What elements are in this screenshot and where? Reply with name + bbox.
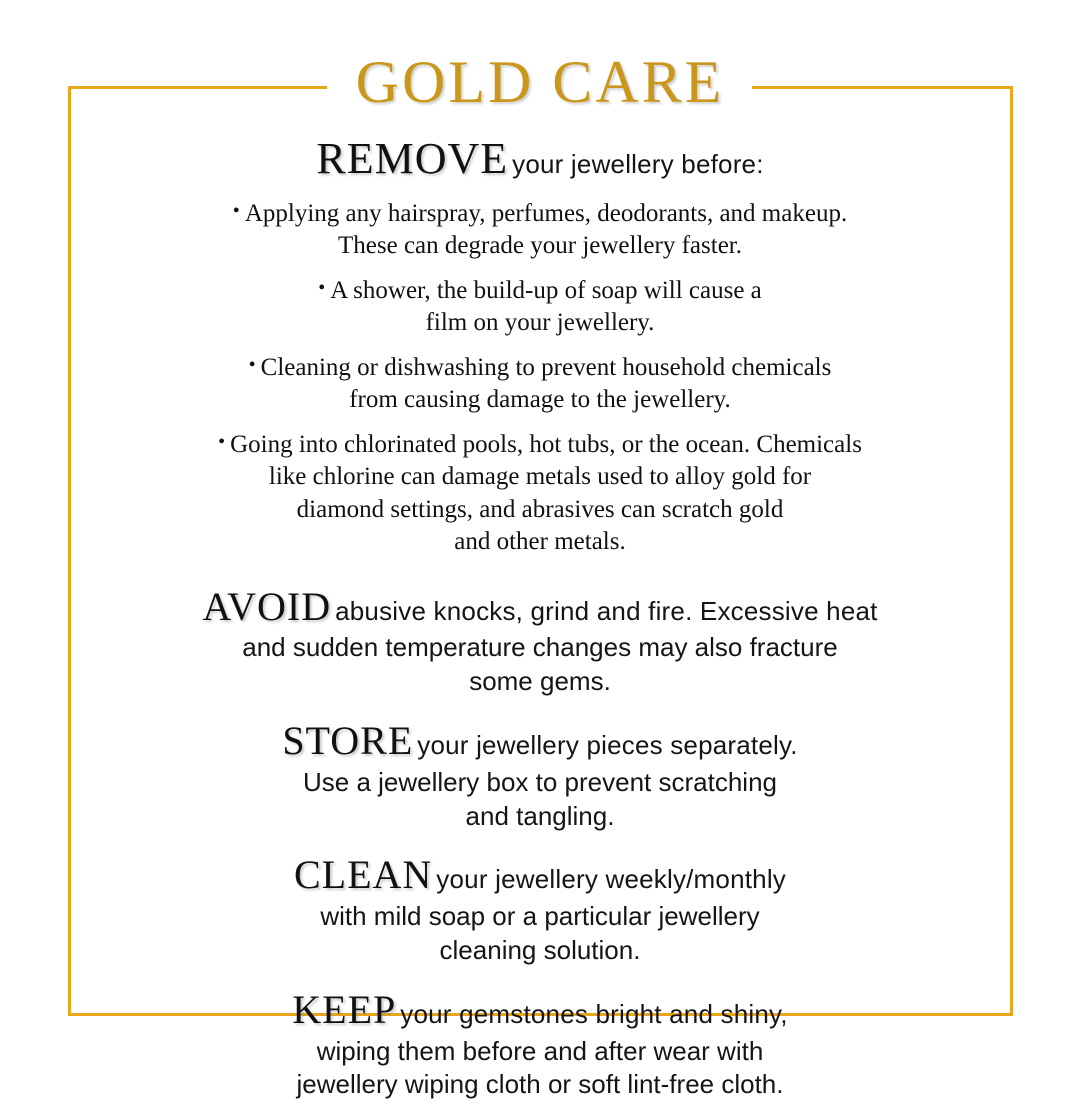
keep-body <box>90 1035 990 1103</box>
clean-after-text: your jewellery weekly/monthly <box>436 864 787 895</box>
clean-keyword: CLEAN <box>293 852 433 898</box>
clean-body <box>90 900 990 968</box>
keep-heading <box>90 986 990 1035</box>
keep-line-1: wiping them before and after wear with <box>316 1035 764 1066</box>
remove-bullet-4-line-3: diamond settings, and abrasives can scratch gold <box>296 495 784 523</box>
store-heading <box>90 717 990 766</box>
section-keep <box>90 986 990 1102</box>
remove-bullet-2-line-1: • A shower, the build-up of soap will cause a <box>90 275 990 308</box>
section-avoid <box>90 583 990 699</box>
avoid-heading <box>90 583 990 632</box>
clean-line-2: cleaning solution. <box>439 935 641 966</box>
store-after-text: your jewellery pieces separately. <box>417 730 798 761</box>
keep-keyword: KEEP <box>292 986 397 1032</box>
frame-right-segment <box>1010 86 1013 1016</box>
remove-bullet-2 <box>90 275 990 340</box>
remove-bullet-4 <box>90 429 990 559</box>
store-body <box>90 766 990 834</box>
avoid-line-2: some gems. <box>469 666 611 697</box>
clean-line-1: with mild soap or a particular jewellery <box>320 901 760 932</box>
store-keyword: STORE <box>282 718 414 764</box>
frame-left-segment <box>68 86 71 1016</box>
remove-bullet-2-line-2: film on your jewellery. <box>425 309 655 337</box>
remove-bullet-3-line-1: • Cleaning or dishwashing to prevent household chemicals <box>90 352 990 385</box>
remove-bullet-4-line-4: and other metals. <box>454 528 626 556</box>
care-instructions <box>90 132 990 1108</box>
avoid-keyword: AVOID <box>202 583 332 629</box>
remove-after-text: your jewellery before: <box>512 149 764 179</box>
section-clean <box>90 851 990 967</box>
section-store <box>90 717 990 833</box>
avoid-after-text: abusive knocks, grind and fire. Excessive heat <box>335 595 878 626</box>
remove-bullet-4-line-2: like chlorine can damage metals used to alloy gold for <box>268 463 812 491</box>
remove-heading <box>90 132 990 186</box>
remove-bullet-3 <box>90 352 990 417</box>
remove-bullet-3-line-2: from causing damage to the jewellery. <box>349 386 731 414</box>
avoid-line-1: and sudden temperature changes may also fracture <box>242 632 838 663</box>
remove-bullet-1-line-2: These can degrade your jewellery faster. <box>338 232 742 260</box>
remove-bullet-1 <box>90 198 990 263</box>
clean-heading <box>90 851 990 900</box>
avoid-body <box>90 631 990 699</box>
keep-line-2: jewellery wiping cloth or soft lint-free cloth. <box>296 1069 784 1100</box>
store-line-1: Use a jewellery box to prevent scratching <box>302 766 777 797</box>
store-line-2: and tangling. <box>465 800 615 831</box>
remove-keyword: REMOVE <box>316 134 509 183</box>
remove-bullet-4-line-1: • Going into chlorinated pools, hot tubs, or the ocean. Chemicals <box>90 429 990 462</box>
keep-after-text: your gemstones bright and shiny, <box>400 998 788 1029</box>
section-remove <box>90 132 990 559</box>
remove-bullet-1-line-1: • Applying any hairspray, perfumes, deodorants, and makeup. <box>90 198 990 231</box>
page-title: GOLD CARE <box>355 49 725 115</box>
